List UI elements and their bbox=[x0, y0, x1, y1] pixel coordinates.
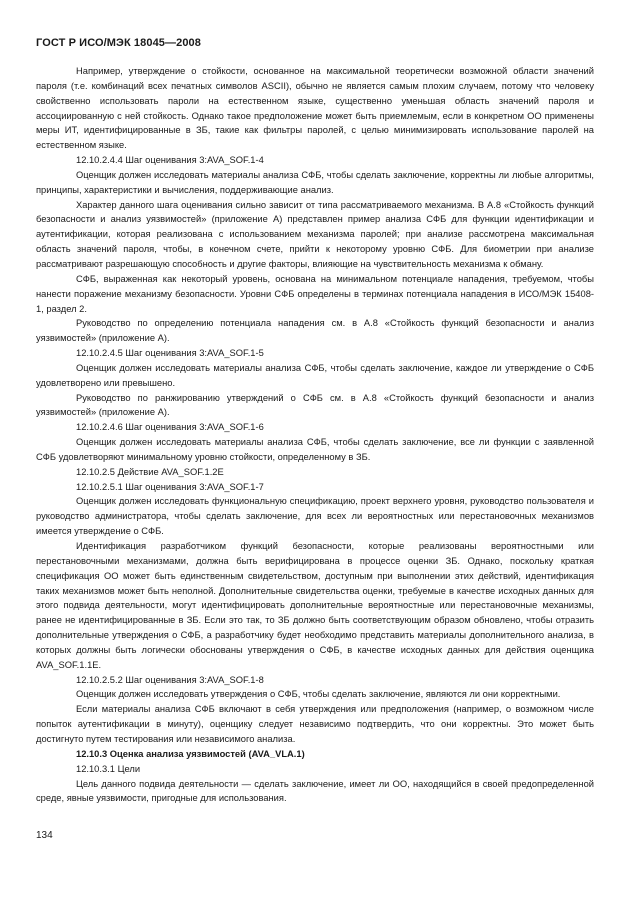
paragraph: Идентификация разработчиком функций безопасности, которые реализованы вероятностными или перестановочными механизмами, должна быть верифицирована в процессе оценки ЗБ. Однако, поскольку краткая спецификация ОО может быть единственным свидетельством, доступным при выполнении этих действий, идентификация таких механизмов может быть неполной. Дополнительные свидетельства оценки, требуемые в качестве исходных данных для этого подвида деятельности, могут идентифицировать дополнительные вероятностные или перестановочные механизмы, ранее не идентифицированные в ЗБ. Если это так, то ЗБ должно быть соответствующим образом обновлено, чтобы отразить дополнительные утверждения о СФБ, а разработчику будет необходимо представить материалы дополнительного анализа, в которых должны быть логически обоснованы утверждения о СФБ, в качестве исходных данных для действия оценщика AVA_SOF.1.1E. bbox=[36, 541, 594, 670]
paragraph: Если материалы анализа СФБ включают в себя утверждения или предположения (например, о возможном числе попыток аутентификации в минуту), оценщику следует независимо подтвердить, что они корректны. Это может быть достигнуто путем тестирования или независимого анализа. bbox=[36, 704, 594, 744]
document-header: ГОСТ Р ИСО/МЭК 18045—2008 bbox=[36, 37, 201, 49]
paragraph: Оценщик должен исследовать функциональную спецификацию, проект верхнего уровня, руководство пользователя и руководство администратора, чтобы сделать заключение, для всех ли вероятностных или перестановочных механизмов имеется утверждение о СФБ. bbox=[36, 496, 594, 537]
paragraph: Характер данного шага оценивания сильно зависит от типа рассматриваемого механизма. В А.8 «Стойкость функций безопасности и анализ уязвимостей» (приложение А) представлен пример анализа СФБ для функции идентификации и аутентификации, которая реализована с использованием механизма паролей; при анализе рассмотрена максимальная область значений пароля, чтобы, в конечном счете, прийти к некоторому уровню СФБ. Для биометрии при анализе рассматривают разрешающую способность и другие факторы, влияющие на чувствительность механизма к обману. bbox=[36, 199, 594, 269]
paragraph: 12.10.2.4.6 Шаг оценивания 3:AVA_SOF.1-6 bbox=[76, 422, 264, 433]
paragraph: Оценщик должен исследовать материалы анализа СФБ, чтобы сделать заключение, все ли функции с заявленной СФБ удовлетворяют минимальному уровню стойкости, определенному в ЗБ. bbox=[36, 437, 594, 462]
paragraph: Например, утверждение о стойкости, основанное на максимальной теоретически возможной области значений пароля (т.е. комбинаций всех печатных символов ASCII), обычно не является самым плохим случаем, потому что человеку свойственно использовать пароли на естественном языке, существенно уменьшая область значений пароля и ассоциированную с ней стойкость. Однако такое предположение может быть приемлемым, если в конкретном ОО применены меры ИТ, идентифицированные в ЗБ, такие как фильтры паролей, с целью минимизировать использование паролей на естественном языке. bbox=[36, 66, 594, 151]
paragraph: Оценщик должен исследовать утверждения о СФБ, чтобы сделать заключение, являются ли они корректными. bbox=[76, 689, 561, 700]
paragraph: Оценщик должен исследовать материалы анализа СФБ, чтобы сделать заключение, каждое ли утверждение о СФБ удовлетворено или превышено. bbox=[36, 362, 594, 388]
paragraph: 12.10.2.4.4 Шаг оценивания 3:AVA_SOF.1-4 bbox=[76, 155, 264, 166]
paragraph: 12.10.2.5.2 Шаг оценивания 3:AVA_SOF.1-8 bbox=[76, 674, 264, 685]
paragraph: Руководство по определению потенциала нападения см. в А.8 «Стойкость функций безопасности и анализ уязвимостей» (приложение А). bbox=[36, 318, 594, 344]
paragraph: 12.10.3.1 Цели bbox=[76, 763, 141, 774]
document-body bbox=[36, 64, 594, 806]
paragraph: СФБ, выраженная как некоторый уровень, основана на минимальном потенциале нападения, требуемом, чтобы нанести поражение механизму безопасности. Уровни СФБ определены в терминах потенциала нападения в ИСО/МЭК 15408-1, раздел 2. bbox=[36, 273, 594, 314]
paragraph: Оценщик должен исследовать материалы анализа СФБ, чтобы сделать заключение, корректны ли любые алгоритмы, принципы, характеристики и вычисления, поддерживающие анализ. bbox=[36, 169, 594, 195]
page-number: 134 bbox=[36, 830, 53, 841]
paragraph: Цель данного подвида деятельности — сделать заключение, имеет ли ОО, находящийся в своей предопределенной среде, явные уязвимости, пригодные для использования. bbox=[36, 778, 594, 804]
paragraph: 12.10.2.4.5 Шаг оценивания 3:AVA_SOF.1-5 bbox=[76, 348, 264, 359]
paragraph: Руководство по ранжированию утверждений о СФБ см. в А.8 «Стойкость функций безопасности и анализ уязвимостей» (приложение А). bbox=[36, 392, 594, 418]
paragraph: 12.10.2.5 Действие AVA_SOF.1.2E bbox=[76, 466, 224, 477]
paragraph: 12.10.3 Оценка анализа уязвимостей (AVA_VLA.1) bbox=[76, 748, 305, 759]
paragraph: 12.10.2.5.1 Шаг оценивания 3:AVA_SOF.1-7 bbox=[76, 481, 264, 492]
